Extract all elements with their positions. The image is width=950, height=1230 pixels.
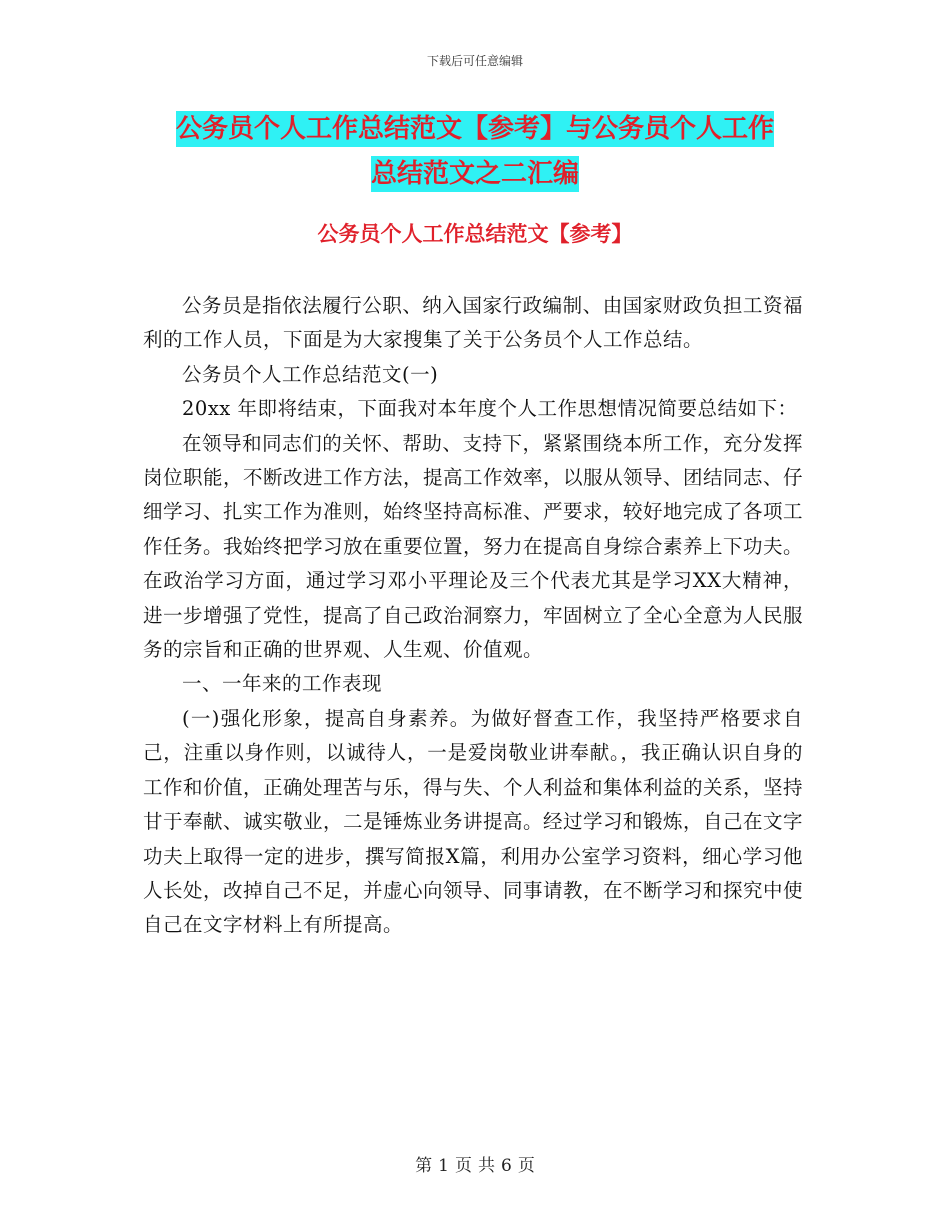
document-title-line-2 <box>0 156 950 192</box>
footer-total-word: 共 <box>478 1156 495 1176</box>
footer-current-page: 1 <box>438 1156 449 1176</box>
paragraph-item-one: (一)强化形象，提高自身素养。为做好督查工作，我坚持严格要求自己，注重以身作则，以诚待人，一是爱岗敬业讲奉献。，我正确认识自身的工作和价值，正确处理苦与乐，得与失、个人利益和集体利益的关系，坚持甘于奉献、诚实敬业，二是锤炼业务讲提高。经过学习和锻炼，自己在文字功夫上取得一定的进步，撰写简报X篇，利用办公室学习资料，细心学习他人长处，改掉自己不足，并虚心向领导、同事请教，在不断学习和探究中使自己在文字材料上有所提高。 <box>143 706 804 937</box>
section-heading: 公务员个人工作总结范文【参考】 <box>317 222 633 246</box>
document-title-text-1: 公务员个人工作总结范文【参考】与公务员个人工作 <box>176 111 774 147</box>
paragraph-opening: 20xx 年即将结束，下面我对本年度个人工作思想情况简要总结如下： <box>182 397 798 421</box>
paragraph-summary: 在领导和同志们的关怀、帮助、支持下，紧紧围绕本所工作，充分发挥岗位职能，不断改进工作方法，提高工作效率，以服从领导、团结同志、仔细学习、扎实工作为准则，始终坚持高标准、严要求，较好地完成了各项工作任务。我始终把学习放在重要位置，努力在提高自身综合素养上下功夫。在政治学习方面，通过学习邓小平理论及三个代表尤其是学习XX大精神，进一步增强了党性，提高了自己政治洞察力，牢固树立了全心全意为人民服务的宗旨和正确的世界观、人生观、价值观。 <box>143 431 804 662</box>
page-footer <box>0 1154 950 1178</box>
footer-prefix: 第 <box>415 1156 433 1176</box>
document-body <box>143 289 803 943</box>
paragraph-subtitle: 公务员个人工作总结范文(一) <box>182 362 439 386</box>
footer-suffix: 页 <box>517 1156 535 1176</box>
document-title-line-1 <box>0 111 950 147</box>
footer-page-word: 页 <box>455 1156 472 1176</box>
document-title-text-2: 总结范文之二汇编 <box>371 156 579 192</box>
header-note: 下载后可任意编辑 <box>426 54 523 68</box>
paragraph-intro: 公务员是指依法履行公职、纳入国家行政编制、由国家财政负担工资福利的工作人员，下面是为大家搜集了关于公务员个人工作总结。 <box>143 294 803 352</box>
paragraph-section-one: 一、一年来的工作表现 <box>182 672 383 696</box>
footer-total-pages: 6 <box>501 1156 512 1176</box>
